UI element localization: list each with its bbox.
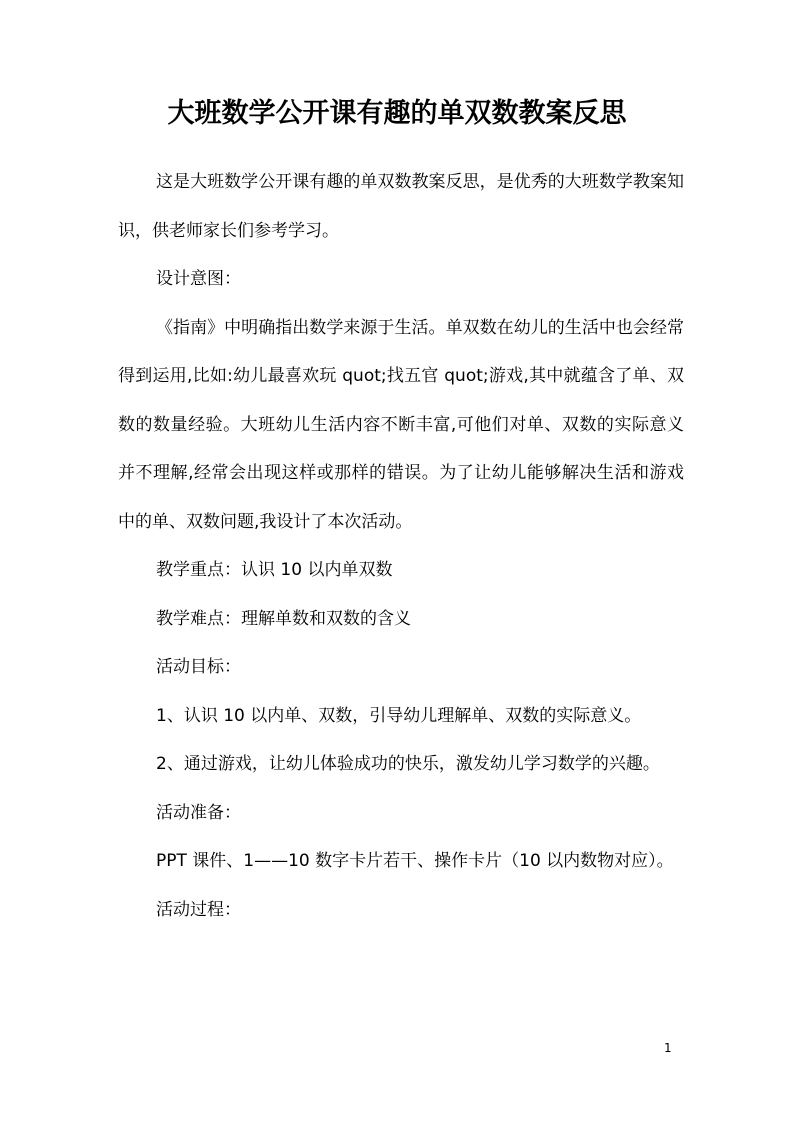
- activity-goal-1: 1、认识 10 以内单、双数，引导幼儿理解单、双数的实际意义。: [156, 705, 642, 726]
- document-title: 大班数学公开课有趣的单双数教案反思: [167, 98, 627, 129]
- activity-preparation-paragraph: PPT 课件、1——10 数字卡片若干、操作卡片（10 以内数物对应）。: [156, 851, 674, 871]
- design-intent-paragraph: 《指南》中明确指出数学来源于生活。单双数在幼儿的生活中也会经常得到运用,比如:幼儿最喜欢玩 quot;找五官 quot;游戏,其中就蕴含了单、双数的数量经验。大班幼儿生活内容不断丰富,可他们对单、双数的实际意义并不理解,经常会出现这样或那样的错误。为了让幼儿能够解决生活和游戏中的单、双数问题,我设计了本次活动。: [118, 317, 684, 532]
- activity-preparation-heading: 活动准备：: [156, 802, 241, 823]
- teaching-difficulty-line: 教学难点：理解单数和双数的含义: [156, 608, 411, 629]
- design-intent-heading: 设计意图：: [156, 269, 241, 289]
- intro-paragraph: 这是大班数学公开课有趣的单双数教案反思，是优秀的大班数学教案知识，供老师家长们参考学习。: [118, 172, 684, 241]
- activity-goals-heading: 活动目标：: [156, 657, 241, 677]
- activity-process-heading: 活动过程：: [156, 899, 241, 920]
- activity-goal-2: 2、通过游戏，让幼儿体验成功的快乐，激发幼儿学习数学的兴趣。: [156, 754, 660, 774]
- teaching-focus-line: 教学重点：认识 10 以内单双数: [156, 560, 393, 580]
- page-number: 1: [664, 1041, 672, 1055]
- document-body: [118, 158, 684, 934]
